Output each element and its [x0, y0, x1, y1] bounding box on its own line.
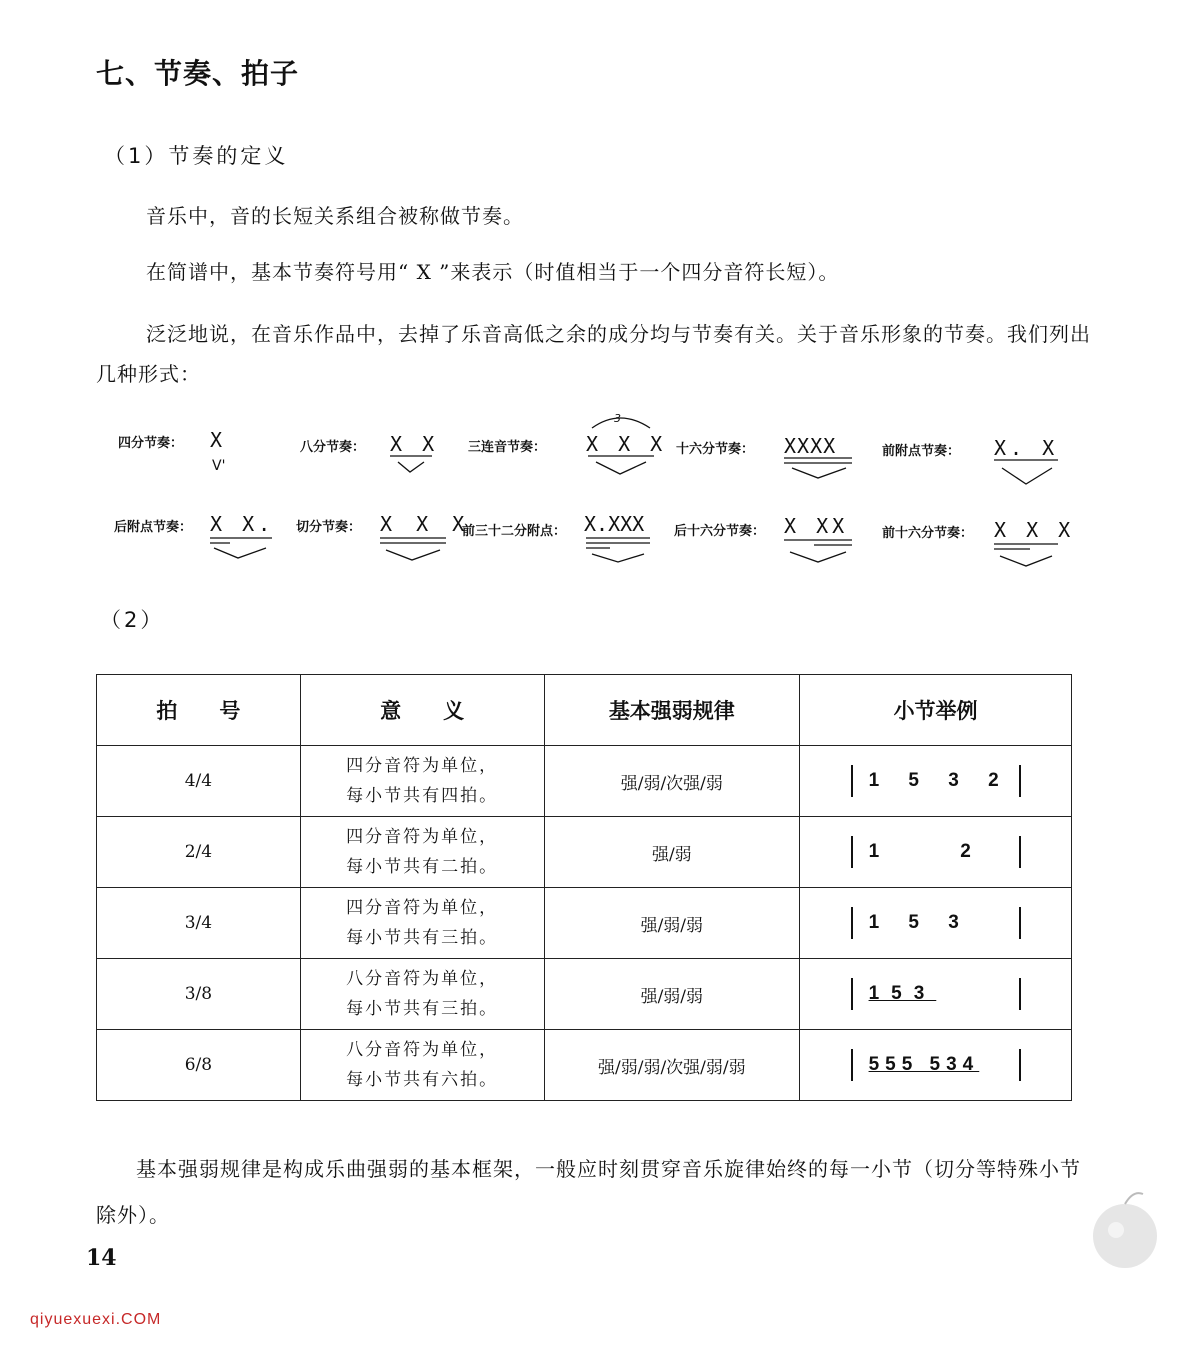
rhythm-label: 前十六分节奏：: [882, 526, 974, 541]
rhythm-label: 四分节奏：: [118, 436, 184, 451]
rhythm-notation: X X X: [380, 512, 471, 536]
measure-example-cell: [800, 959, 1072, 1030]
rhythm-label: 切分节奏：: [296, 520, 362, 535]
measure-notes: 1 5 3 2: [868, 770, 1011, 791]
table-row: [97, 959, 1072, 1030]
meaning-line: 四分音符为单位，: [346, 898, 499, 918]
paragraph-1: 音乐中，音的长短关系组合被称做节奏。: [146, 204, 524, 228]
barline: [1019, 836, 1021, 868]
section-heading-1: （1）节奏的定义: [104, 144, 289, 168]
barline: [1019, 1049, 1021, 1081]
rhythm-notation: X: [210, 428, 227, 452]
rhythm-label: 前三十二分附点：: [462, 524, 567, 539]
meaning-cell: [300, 817, 544, 888]
measure-example-cell: [800, 888, 1072, 959]
page-title: 七、节奏、拍子: [96, 57, 300, 90]
rhythm-notation: X X X: [994, 518, 1075, 542]
meaning-line: 每小节共有三拍。: [346, 999, 499, 1019]
table-header-row: [97, 675, 1072, 746]
strength-rule-cell: 强/弱/次强/弱: [544, 746, 800, 817]
rhythm-label: 十六分节奏：: [676, 442, 755, 457]
meaning-line: 四分音符为单位，: [346, 827, 499, 847]
rhythm-notation: X X.: [210, 512, 275, 536]
strength-rule-cell: 强/弱: [544, 817, 800, 888]
barline: [1019, 765, 1021, 797]
rhythm-notation: X X X: [586, 432, 667, 456]
rhythm-notation: X X: [390, 432, 439, 456]
table-row: [97, 746, 1072, 817]
rhythm-notation: XXXX: [784, 434, 837, 458]
measure-example-cell: [800, 1030, 1072, 1101]
apple-logo-icon: [1080, 1186, 1170, 1276]
meaning-line: 八分音符为单位，: [346, 1040, 499, 1060]
meaning-line: 每小节共有二拍。: [346, 857, 499, 877]
time-signature-cell: 4/4: [97, 746, 301, 817]
time-signature-cell: 2/4: [97, 817, 301, 888]
table-row: [97, 817, 1072, 888]
time-signature-table: [96, 674, 1072, 1101]
strength-rule-cell: 强/弱/弱/次强/弱/弱: [544, 1030, 800, 1101]
rhythm-notation: X XX: [784, 514, 849, 538]
measure-example-cell: [800, 746, 1072, 817]
header-cell: 基本强弱规律: [544, 675, 800, 746]
rhythm-notation: X. X: [994, 436, 1059, 460]
table-row: [97, 888, 1072, 959]
meaning-cell: [300, 1030, 544, 1101]
rhythm-label: 后附点节奏：: [114, 520, 193, 535]
strength-rule-cell: 强/弱/弱: [544, 888, 800, 959]
page-number: 14: [86, 1245, 117, 1271]
barline: [1019, 907, 1021, 939]
rhythm-label: 前附点节奏：: [882, 444, 961, 459]
section-heading-2: （2）: [100, 608, 165, 632]
meaning-cell: [300, 746, 544, 817]
measure-notes: 153: [868, 983, 937, 1004]
measure-notes: 1 2: [868, 841, 983, 862]
measure-example-cell: [800, 817, 1072, 888]
meaning-cell: [300, 959, 544, 1030]
meaning-line: 每小节共有三拍。: [346, 928, 499, 948]
time-signature-cell: 3/8: [97, 959, 301, 1030]
rhythm-beams-svg: [0, 0, 1182, 600]
time-signature-cell: 3/4: [97, 888, 301, 959]
rhythm-label: 八分节奏：: [300, 440, 366, 455]
meaning-cell: [300, 888, 544, 959]
closing-paragraph: 基本强弱规律是构成乐曲强弱的基本框架，一般应时刻贯穿音乐旋律始终的每一小节（切分等特殊小节除外）。: [96, 1157, 1081, 1227]
barline: [1019, 978, 1021, 1010]
table-row: [97, 1030, 1072, 1101]
header-cell: 意 义: [300, 675, 544, 746]
breath-mark-icon: V': [212, 458, 226, 474]
watermark-text: qiyuexuexi.COM: [30, 1311, 162, 1328]
meaning-line: 每小节共有六拍。: [346, 1070, 499, 1090]
measure-notes: 1 5 3: [868, 912, 971, 933]
time-signature-cell: 6/8: [97, 1030, 301, 1101]
rhythm-label: 后十六分节奏：: [674, 524, 766, 539]
paragraph-3: 泛泛地说，在音乐作品中，去掉了乐音高低之余的成分均与节奏有关。关于音乐形象的节奏。我们列出几种形式：: [96, 322, 1091, 386]
paragraph-2: 在简谱中，基本节奏符号用“ X ”来表示（时值相当于一个四分音符长短）。: [146, 260, 840, 284]
meaning-line: 每小节共有四拍。: [346, 786, 499, 806]
strength-rule-cell: 强/弱/弱: [544, 959, 800, 1030]
meaning-line: 八分音符为单位，: [346, 969, 499, 989]
header-cell: 小节举例: [800, 675, 1072, 746]
meaning-line: 四分音符为单位，: [346, 756, 499, 776]
measure-notes: 555 534: [868, 1054, 980, 1075]
tuplet-number: 3: [614, 412, 621, 425]
rhythm-label: 三连音节奏：: [468, 440, 547, 455]
rhythm-notation: X.XXX: [584, 512, 645, 536]
header-cell: 拍 号: [97, 675, 301, 746]
